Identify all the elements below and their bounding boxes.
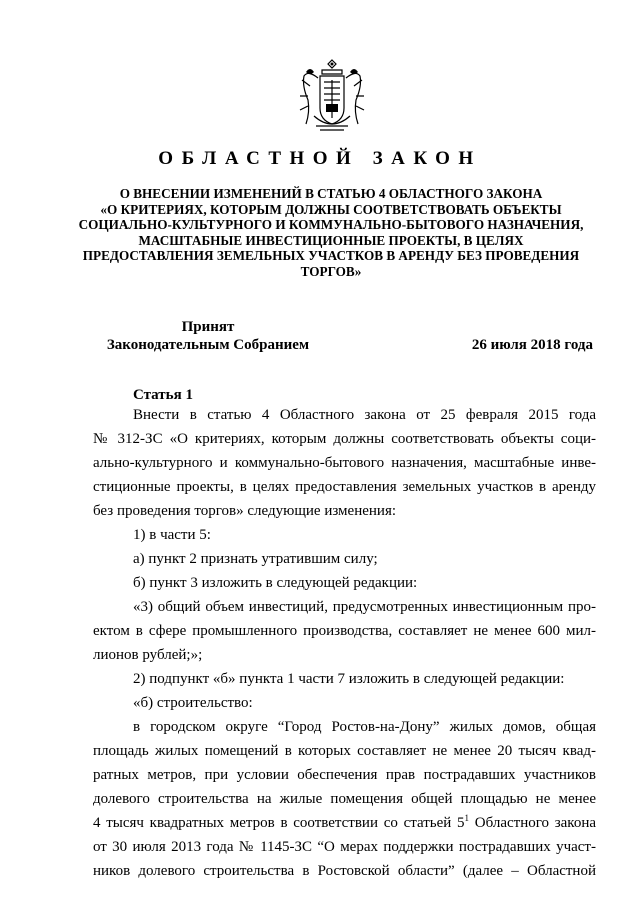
body-text: 4 тысяч квадратных метров в соответствии со статьей 5 <box>93 815 465 831</box>
body-line: ников долевого строительства в Ростовской области” (далее – Областной <box>93 863 596 879</box>
body-line: 1) в части 5: <box>133 527 211 543</box>
law-heading <box>60 186 602 279</box>
adopted-date: 26 июля 2018 года <box>471 337 593 353</box>
adoption-block <box>93 318 323 354</box>
body-line: б) пункт 3 изложить в следующей редакции: <box>133 575 418 591</box>
body-line: стиционные проекты, в целях предоставления земельных участков в аренду <box>93 479 596 495</box>
heading-line: МАСШТАБНЫЕ ИНВЕСТИЦИОННЫЕ ПРОЕКТЫ, В ЦЕЛЯХ <box>138 232 524 248</box>
law-title: ОБЛАСТНОЙ ЗАКОН <box>158 148 482 169</box>
body-line <box>93 813 596 833</box>
body-text: Областного закона <box>469 815 596 831</box>
heading-line: ТОРГОВ» <box>300 263 362 279</box>
body-line: № 312-ЗС «О критериях, которым должны соответствовать объекты соци- <box>93 431 596 447</box>
body-line: площадь жилых помещений в которых составляет не менее 20 тысяч квад- <box>93 743 596 759</box>
body-line: ально-культурного и коммунально-бытового назначения, масштабные инве- <box>93 455 596 471</box>
body-line: 2) подпункт «б» пункта 1 части 7 изложить в следующей редакции: <box>133 671 565 687</box>
heading-line: СОЦИАЛЬНО-КУЛЬТУРНОГО И КОММУНАЛЬНО-БЫТОВОГО НАЗНАЧЕНИЯ, <box>78 217 584 232</box>
body-line: лионов рублей;»; <box>93 647 203 663</box>
body-line: «3) общий объем инвестиций, предусмотренных инвестиционным про- <box>133 599 596 615</box>
coat-of-arms-icon <box>296 56 368 138</box>
heading-line: ПРЕДОСТАВЛЕНИЯ ЗЕМЕЛЬНЫХ УЧАСТКОВ В АРЕНДУ БЕЗ ПРОВЕДЕНИЯ <box>82 248 580 263</box>
superscript: 1 <box>464 813 470 823</box>
body-line: ектом в сфере промышленного производства, составляет не менее 600 мил- <box>93 623 596 639</box>
body-line: Внести в статью 4 Областного закона от 25 февраля 2015 года <box>133 407 596 423</box>
body-line: без проведения торгов» следующие изменения: <box>93 503 397 519</box>
body-line: а) пункт 2 признать утратившим силу; <box>133 551 378 567</box>
adopted-label: Принят <box>181 319 235 335</box>
adopted-by: Законодательным Собранием <box>106 337 310 353</box>
body-line: долевого строительства на жилые помещения общей площадью не менее <box>93 791 596 807</box>
heading-line: О ВНЕСЕНИИ ИЗМЕНЕНИЙ В СТАТЬЮ 4 ОБЛАСТНОГО ЗАКОНА <box>119 186 543 201</box>
article-title: Статья 1 <box>133 387 193 403</box>
body-line: «б) строительство: <box>133 695 253 711</box>
heading-line: «О КРИТЕРИЯХ, КОТОРЫМ ДОЛЖНЫ СООТВЕТСТВОВАТЬ ОБЪЕКТЫ <box>100 201 562 217</box>
body-line: от 30 июля 2013 года № 1145-ЗС “О мерах поддержки пострадавших участ- <box>93 839 596 855</box>
body-line: ратных метров, при условии обеспечения прав пострадавших участников <box>93 767 596 783</box>
body-line: в городском округе “Город Ростов-на-Дону” жилых домов, общая <box>133 719 596 735</box>
